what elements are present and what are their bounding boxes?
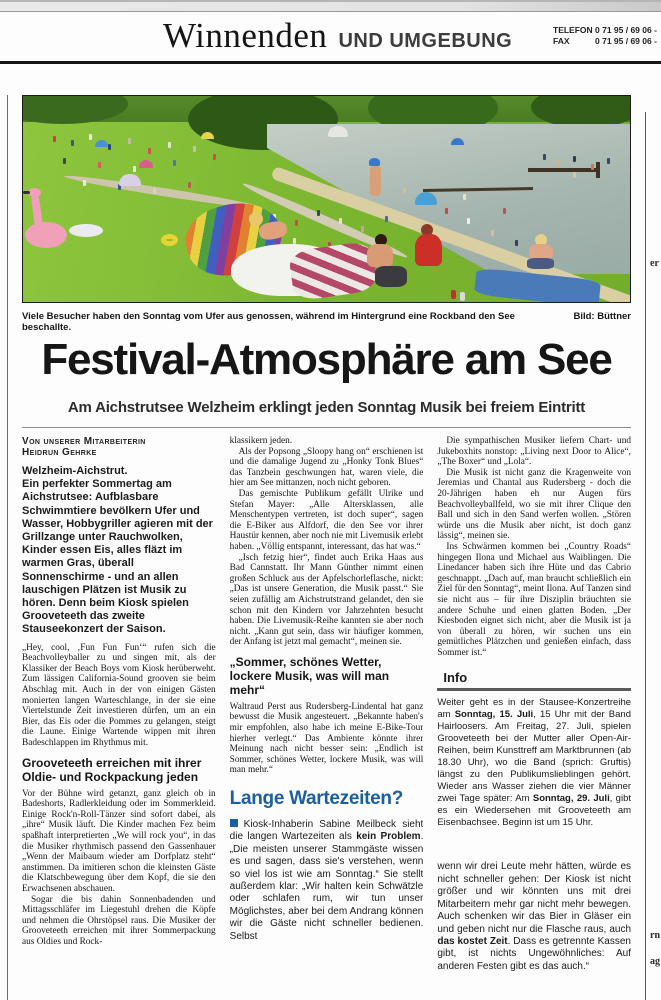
tent (119, 174, 141, 186)
flamingo-float (23, 191, 30, 194)
subhead-rule (22, 427, 631, 428)
drink-can (460, 292, 465, 301)
tree-clump (531, 95, 631, 128)
fax-row (553, 36, 657, 47)
info-paragraph (437, 697, 631, 829)
sunbather (367, 244, 393, 267)
info-heading: Info (437, 668, 631, 691)
dateline: Welzheim-Aichstrut. (22, 465, 128, 477)
blue-square-bullet (230, 819, 238, 827)
standing-man (369, 158, 380, 166)
page-right-rule (645, 112, 646, 1000)
beach-bag (375, 266, 407, 287)
info-date-bold: Sonntag, 29. Juli (532, 793, 610, 805)
wartezeiten-text: . Dass es getrennte Kassen gibt, ist nichts Ungewöhnliches: Auf anderen Festen gibt es das auch.“ (437, 935, 631, 972)
telefon-value: 0 71 95 / 69 06 - (595, 25, 657, 35)
contact-block (553, 25, 657, 47)
umbrella (201, 132, 214, 139)
tent (328, 126, 348, 137)
wartezeiten-text: Kiosk-Inhaberin Sabine Meilbeck sieht die langen Wartezeiten als (229, 819, 424, 843)
umbrella (95, 140, 108, 147)
photo-caption-row (22, 311, 631, 333)
article-subheadline: Am Aichstrutsee Welzheim erklingt jeden Sonntag Musik bei freiem Eintritt (67, 399, 586, 416)
wartezeiten-bold: kein Problem (356, 831, 421, 843)
body-paragraph: Als der Popsong „Sloopy hang on“ erschienen ist und die damalige Jugend zu „Honky Tonk Blues“ das Tanzbein geschwungen hat, waren viele, die hier am See mittanzen, noch nicht geboren. (229, 446, 424, 489)
article-headline: Festival-Atmosphäre am See (41, 335, 612, 384)
wartezeiten-text: . „Die meisten unserer Stammgäste wissen es und sagen, dass sie's verstehen, wenn so viel los ist wie am Sonntag.“ Sie stellt außerdem klar: „Wir halten kein Schwätzle oder schlafen rum, wir tun unser Möglichstes, aber bei dem Andrang können wir die Gäste nicht schneller bedienen. Selbst (229, 831, 424, 942)
body-paragraph: „Hey, cool, ‚Fun Fun Fun‘“ rufen sich die Beachvolleyballer zu und singen mit, als der Klassiker der Beach Boys vom Kiosk herüberweht. Zum lässigen California-Sound grooven sie beim Abschlag mit. Auch in der von einigen Gästen monierten langen Warteschlange, in der sie eine Viertelstunde Zeit investieren dürfen, um an ein Bier, das Eis oder die Pommes zu gelangen, steigt die Laune. Einige Wartende wippen mit ihren Badeschlappen im Rhythmus mit. (22, 642, 216, 748)
crowd-dots (403, 188, 406, 194)
edge-text-fragment: ag (650, 956, 660, 967)
info-text: , 15 Uhr mit der Band Hairloosers. Am Freitag, 27. Juli, spielen Grooveteeth bei der Mutter aller Open-Air-Reihen, beim Kunsttreff am Marktbrunnen (ab 18.30 Uhr), wo die Band (sprich: Gruftis) längst zu den Publikumslieblingen gehört. Wieder ans Wasser ziehen die vier Männer zwei Tage später: Am (437, 709, 631, 805)
kiddie-pool (69, 224, 103, 237)
lake-beach-photo (22, 95, 631, 303)
info-text: Weiter geht es in der Stausee-Konzertreihe am (437, 697, 631, 721)
info-date-bold: Sonntag, 15. Juli (454, 709, 534, 721)
section-subtitle: UND UMGEBUNG (338, 30, 513, 52)
umbrella (451, 138, 464, 145)
crowd-dots (53, 136, 56, 142)
umbrella (139, 160, 153, 168)
wartezeiten-heading: Lange Wartezeiten? (229, 788, 404, 810)
jetty (596, 162, 600, 178)
photo-caption: Viele Besucher haben den Sonntag vom Ufer aus genossen, während im Hintergrund eine Rockband den See beschallte. (22, 311, 515, 333)
wartezeiten-paragraph (230, 819, 424, 943)
body-paragraph: Die Musik ist nicht ganz die Kragenweite von Jeremias und Chantal aus Rudersberg - doch die 20-Jährigen haben eh nur Augen fürs Beachvolleyballfeld, wo sie mit ihrer Clique den Ball und sich in den Sand werfen wollen. „Stören würde uns die Musik aber nicht, ist doch ganz lässig“, meinen sie. (437, 467, 631, 542)
drink-can (451, 290, 456, 299)
article-columns (22, 436, 631, 1000)
page-left-rule (7, 95, 8, 1000)
wartezeiten-bold: das kostet Zeit (437, 935, 508, 947)
section-title: Winnenden (163, 16, 328, 55)
telefon-label: TELEFON (553, 25, 593, 35)
body-paragraph: Die sympathischen Musiker liefern Chart- und Jukeboxhits nonstop: „Living next Door to Alice“, „The Boxer“ und „Lola“. (437, 436, 631, 468)
standing-man (370, 166, 381, 196)
info-text: , gibt es ein Wiedersehen mit Grooveteeth am Eisenbachsee. Beginn ist um 15 Uhr. (437, 793, 631, 829)
column-2 (230, 436, 424, 1000)
body-paragraph: Vor der Bühne wird getanzt, ganz gleich ob in Badeshorts, Radlerkleidung oder im Sommerkleid. Einige Rock'n-Roll-Tänzer sind sofort dabei, als „ihre“ Musik läuft. Die Kinder machen Fez beim spaßhaft interpretierten „We will rock you“, in das die Musiker rhythmisch passend den Gassenhauer „Wenn der Maibaum wieder am Dorfplatz steht“ anstimmen. Da imitieren schon die kleinsten Gäste die Klatschbewegung über dem Kopf, die sie den Erwachsenen abschauen. (22, 788, 216, 894)
byline-role: Von unserer Mitarbeiterin (22, 436, 146, 447)
fax-value: 0 71 95 / 69 06 - (595, 36, 657, 46)
column-spacer (437, 829, 631, 861)
masthead (163, 16, 512, 56)
byline-author: Heidrun Gehrke (22, 447, 97, 458)
body-paragraph: „Isch fetzig hier“, findet auch Erika Haas aus Bad Cannstatt. Ihr Mann Günther nimmt einen großen Schluck aus der Apfelschorleflasche, nickt: „Das ist unsere Generation, die Musik passt.“ Sie seien zufällig am Aichstrutstrand gelandet, den sie schon mit den Kindern vor Jahrzehnten besucht haben. Die Livemusik-Reihe kannten sie aber noch nicht. „Kann gut sein, dass wir häufiger kommen, der Anfang ist jetzt mal gemacht“, meinen sie. (229, 552, 424, 648)
sunbather (527, 258, 554, 269)
fax-label: FAX (553, 36, 570, 46)
body-paragraph: Waltraud Perst aus Rudersberg-Lindental hat ganz bewusst die Musik angesteuert. „Bekannte haben's mir empfohlen, also habe ich meine E-Bike-Tour hierher verlegt.“ Das Ambiente könnte ihrer Meinung nach nicht besser sein: „Endlich ist Sommer, schönes Wetter, lockere Musik, was will man mehr.“ (229, 701, 424, 776)
masthead-rule (0, 61, 661, 64)
jetty (528, 168, 600, 172)
lead-paragraph: Ein perfekter Sommertag am Aichstrutsee: Aufblasbare Schwimmtiere bevölkern Ufer und Wasser, Hobbygriller agieren mit der Grillzange unter Rauchwolken, Kinder essen Eis, alles fläzt im warmen Gras, überall Sonnenschirme - und an allen lauschigen Plätzen ist Musik zu hören. Denn beim Kiosk spielen Grooveteeth das zweite Stauseekonzert der Saison. (22, 478, 213, 636)
column-3 (437, 436, 631, 1000)
edge-text-fragment: er (650, 258, 659, 269)
sunbather-red-top (415, 234, 442, 266)
wartezeiten-text: wenn wir drei Leute mehr hätten, würde es nicht schneller gehen: Der Kiosk ist nicht größer und wir könnten uns mit drei Mitarbeitern mehr gar nicht mehr bewegen. Auch schenken wir das Bier in Gläser ein und geben nicht nur die Flasche raus, auch (437, 861, 631, 935)
body-paragraph: Ins Schwärmen kommen bei „Country Roads“ hingegen Ilona und Michael aus Waiblingen. Die Linedancer haben sich ihre Hüte und das Cabrio geschnappt. „Dach auf, man braucht schließlich ein Ziel für den Sonntag“, meint Ilona. Auf Tanzen sind sie nicht aus – für ihre Disziplin bräuchten sie andere Schuhe und einen glatten Boden. „Der Kiesboden eignet sich nicht, aber die Musik ist ja von überall zu hören, wir suchen uns ein gemütliches Plätzchen und genießen einfach, dass Sommer ist.“ (437, 541, 631, 658)
photo-credit: Bild: Büttner (573, 311, 631, 322)
column-subhead: „Sommer, schönes Wetter, lockere Musik, was will man mehr“ (229, 654, 390, 697)
swimmers-dots (543, 154, 546, 160)
body-paragraph: Sogar die bis dahin Sonnenbadenden und Mittagsschläfer im Liegestuhl drehen die Köpfe und nehmen die Ohrstöpsel raus. Die Musiker der Grooveteeth erreichen mit ihrer Sommerpackung aus Oldies und Rock- (22, 894, 216, 947)
body-paragraph: klassikern jeden. (229, 436, 293, 446)
edge-text-fragment: rn (650, 930, 660, 941)
byline (22, 436, 216, 458)
body-paragraph: Das gemischte Publikum gefällt Ulrike und Stefan Mayer: „Alle Altersklassen, alle Menschentypen vertreten, ist doch super“, sagen die E-Biker aus Alfdorf, die den See vor ihrer Haustür kennen, aber noch nie mit Livemusik erlebt haben. „Völlig entspannt, interessant, das hat was.“ (229, 488, 424, 552)
telefon-row (553, 25, 657, 36)
scan-top-strip (0, 0, 661, 12)
column-1 (22, 436, 216, 1000)
sunbather (249, 212, 263, 226)
swim-ring (161, 234, 178, 246)
column-subhead: Grooveteeth erreichen mit ihrer Oldie- und Rockpackung jeden (22, 755, 202, 784)
wartezeiten-continuation (437, 861, 631, 973)
flamingo-float (25, 222, 67, 248)
